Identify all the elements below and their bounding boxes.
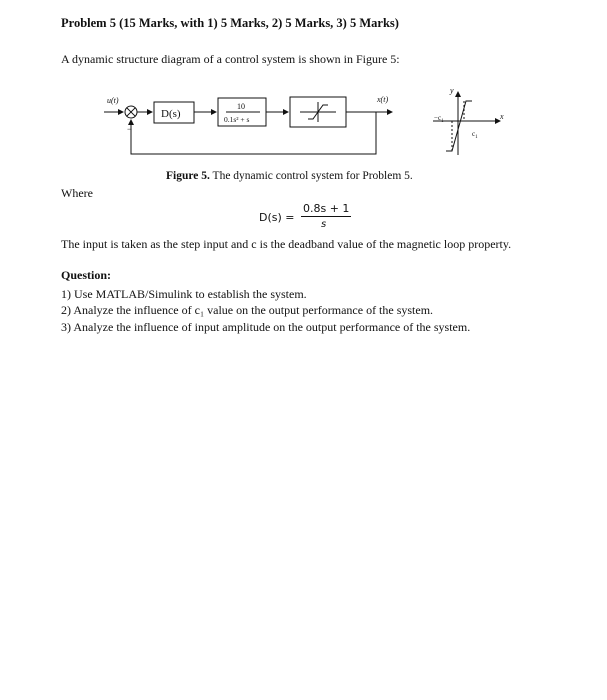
question-item-1: 1) Use MATLAB/Simulink to establish the system. xyxy=(61,287,307,301)
question-item-2: 2) Analyze the influence of c₁ value on the output performance of the system. xyxy=(61,303,434,317)
pos-c-label: $c_1$ xyxy=(472,130,478,140)
x-axis-label: x xyxy=(500,112,504,121)
equation-denominator: s xyxy=(321,219,327,230)
figure-caption xyxy=(166,170,413,182)
problem-title: Problem 5 (15 Marks, with 1) 5 Marks, 2) 5 Marks, 3) 5 Marks) xyxy=(61,16,399,30)
block-diagram xyxy=(0,0,607,170)
plant-denominator: 0.1s² + s xyxy=(224,115,250,124)
caption-text: The dynamic control system for Problem 5. xyxy=(209,170,413,182)
equation-numerator: 0.8s + 1 xyxy=(303,202,350,215)
fraction-bar xyxy=(301,216,351,217)
question-heading: Question: xyxy=(61,268,112,282)
transfer-function-equation xyxy=(259,200,369,234)
equation-lhs: D(s) = xyxy=(259,211,295,224)
where-label: Where xyxy=(61,186,93,200)
caption-label: Figure 5. xyxy=(166,170,210,182)
question-item-3: 3) Analyze the influence of input amplitude on the output performance of the system. xyxy=(61,320,471,334)
y-axis-label: y xyxy=(450,86,454,95)
input-note: The input is taken as the step input and c is the deadband value of the magnetic loop property. xyxy=(61,237,512,251)
input-label: u(t) xyxy=(107,96,119,105)
minus-sign: − xyxy=(127,124,133,134)
problem-intro: A dynamic structure diagram of a control system is shown in Figure 5: xyxy=(61,52,400,66)
plant-numerator: 10 xyxy=(237,102,245,111)
controller-label: D(s) xyxy=(161,108,181,120)
neg-c-label: $-c_1$ xyxy=(434,114,444,124)
output-label: x(t) xyxy=(377,95,389,104)
